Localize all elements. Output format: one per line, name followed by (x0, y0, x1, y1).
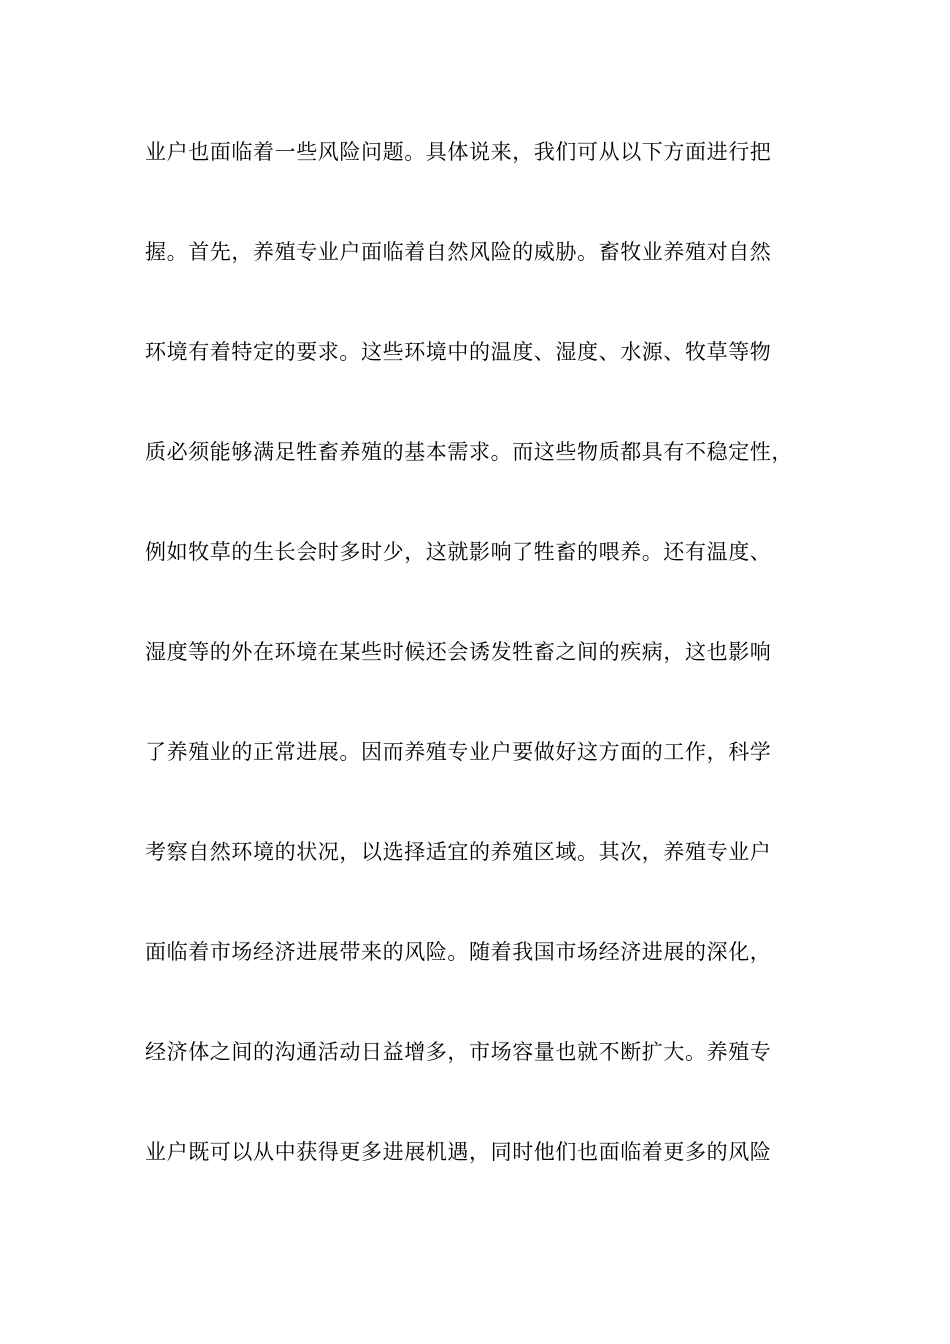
text-line-1: 业户也面临着一些风险问题。具体说来，我们可从以下方面进行把 (145, 140, 772, 164)
text-line-4: 质必须能够满足牲畜养殖的基本需求。而这些物质都具有不稳定性， (145, 440, 793, 464)
text-line-2: 握。首先，养殖专业户面临着自然风险的威胁。畜牧业养殖对自然 (145, 240, 772, 264)
text-line-3: 环境有着特定的要求。这些环境中的温度、湿度、水源、牧草等物 (145, 340, 772, 364)
text-line-6: 湿度等的外在环境在某些时候还会诱发牲畜之间的疾病，这也影响 (145, 640, 772, 664)
text-line-7: 了养殖业的正常进展。因而养殖专业户要做好这方面的工作，科学 (145, 740, 772, 764)
text-line-10: 经济体之间的沟通活动日益增多，市场容量也就不断扩大。养殖专 (145, 1040, 772, 1064)
text-line-5: 例如牧草的生长会时多时少，这就影响了牲畜的喂养。还有温度、 (145, 540, 772, 564)
text-line-9: 面临着市场经济进展带来的风险。随着我国市场经济进展的深化， (145, 940, 772, 964)
text-line-8: 考察自然环境的状况，以选择适宜的养殖区域。其次，养殖专业户 (145, 840, 772, 864)
text-line-11: 业户既可以从中获得更多进展机遇，同时他们也面临着更多的风险 (145, 1140, 772, 1164)
body-text (145, 128, 825, 1228)
